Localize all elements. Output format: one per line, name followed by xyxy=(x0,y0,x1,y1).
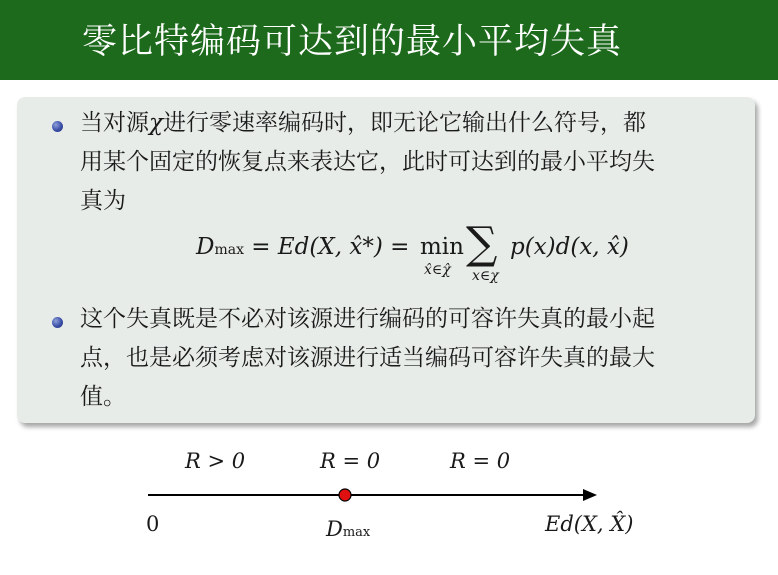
paragraph-1-line-3: 真为 xyxy=(80,188,126,214)
paragraph-2-line-3: 值。 xyxy=(80,384,126,410)
paragraph-1-line-2: 用某个固定的恢复点来表达它，此时可达到的最小平均失 xyxy=(80,149,655,175)
formula-expectation: = Ed(X, x̂*) = xyxy=(243,234,410,260)
label-r-positive: R > 0 xyxy=(185,449,246,473)
dmax-point xyxy=(339,489,351,501)
paragraph-2 xyxy=(80,300,740,417)
distortion-formula xyxy=(196,218,656,284)
label-r-zero-2: R = 0 xyxy=(450,449,511,473)
formula-rhs: p(x)d(x, x̂) xyxy=(510,234,629,260)
dmax-label: Dmax xyxy=(326,517,371,541)
formula-min-sub: x̂∈χ̂ xyxy=(424,262,451,278)
chi-symbol: χ xyxy=(149,110,163,136)
formula-min: min xyxy=(420,234,464,260)
title-bar xyxy=(0,0,778,80)
label-r-zero-1: R = 0 xyxy=(320,449,381,473)
formula-sigma: ∑ xyxy=(466,218,498,269)
formula-lhs: D xyxy=(196,234,215,260)
slide-title: 零比特编码可达到的最小平均失真 xyxy=(82,22,623,62)
axis-origin-label: 0 xyxy=(146,512,160,536)
paragraph-1 xyxy=(80,104,740,221)
formula-sigma-sub: x∈χ xyxy=(472,268,499,284)
axis-label: Ed(X, X̂) xyxy=(545,512,634,536)
paragraph-2-line-2: 点，也是必须考虑对该源进行适当编码可容许失真的最大 xyxy=(80,345,655,371)
formula-lhs-sub: max xyxy=(214,242,244,258)
paragraph-2-line-1: 这个失真既是不必对该源进行编码的可容许失真的最小起 xyxy=(80,306,655,332)
axis-arrow-icon xyxy=(583,489,597,501)
bullet-icon xyxy=(52,317,63,328)
bullet-icon xyxy=(52,121,63,132)
paragraph-1-line-1: 当对源χ进行零速率编码时，即无论它输出什么符号，都 xyxy=(80,110,646,136)
